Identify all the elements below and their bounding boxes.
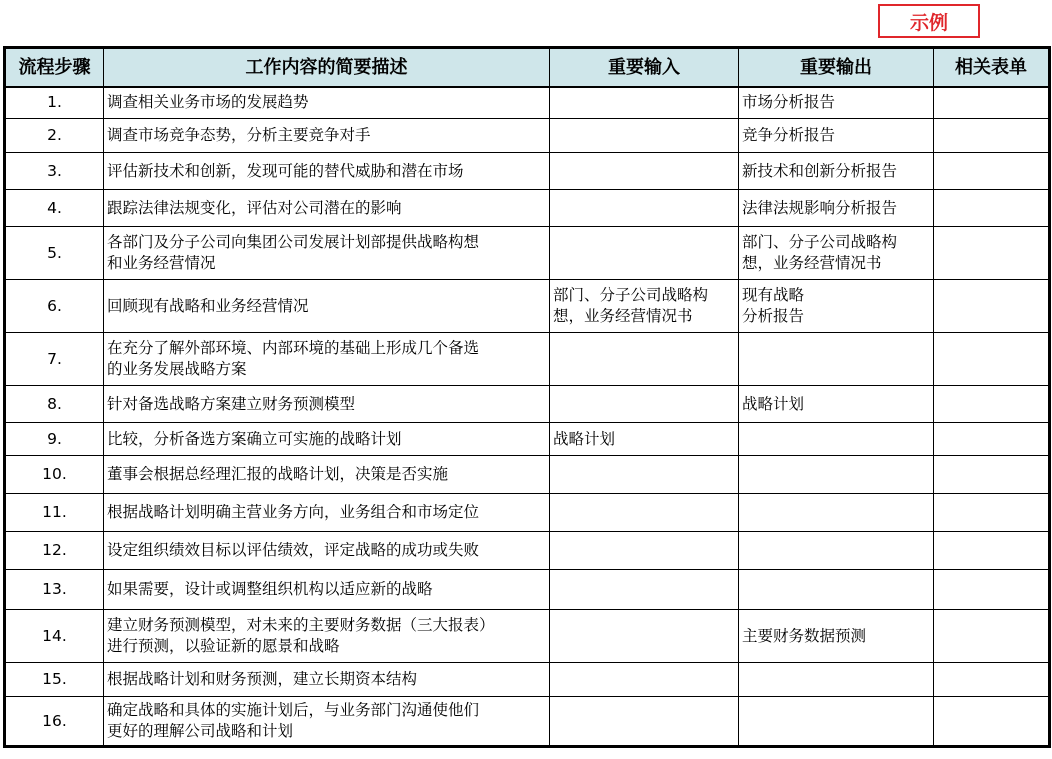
cell-description: 回顾现有战略和业务经营情况 (104, 280, 550, 333)
cell-description: 在充分了解外部环境、内部环境的基础上形成几个备选 的业务发展战略方案 (104, 333, 550, 386)
cell-input (550, 663, 739, 697)
table-row (5, 697, 1050, 747)
table-row (5, 456, 1050, 494)
cell-output (739, 532, 934, 570)
header-input: 重要输入 (550, 48, 739, 87)
cell-description: 如果需要，设计或调整组织机构以适应新的战略 (104, 570, 550, 610)
cell-description: 确定战略和具体的实施计划后，与业务部门沟通使他们 更好的理解公司战略和计划 (104, 697, 550, 747)
cell-description: 评估新技术和创新，发现可能的替代威胁和潜在市场 (104, 153, 550, 190)
cell-output (739, 423, 934, 456)
cell-forms (934, 87, 1050, 119)
cell-output (739, 570, 934, 610)
cell-step: 3. (5, 153, 104, 190)
cell-input: 战略计划 (550, 423, 739, 456)
cell-step: 5. (5, 227, 104, 280)
cell-description: 根据战略计划明确主营业务方向，业务组合和市场定位 (104, 494, 550, 532)
cell-forms (934, 532, 1050, 570)
cell-forms (934, 494, 1050, 532)
cell-description: 设定组织绩效目标以评估绩效，评定战略的成功或失败 (104, 532, 550, 570)
cell-forms (934, 190, 1050, 227)
cell-input (550, 87, 739, 119)
cell-description: 比较，分析备选方案确立可实施的战略计划 (104, 423, 550, 456)
cell-step: 14. (5, 610, 104, 663)
cell-description: 董事会根据总经理汇报的战略计划，决策是否实施 (104, 456, 550, 494)
cell-input (550, 190, 739, 227)
cell-step: 10. (5, 456, 104, 494)
cell-output (739, 456, 934, 494)
cell-forms (934, 456, 1050, 494)
cell-step: 16. (5, 697, 104, 747)
cell-input (550, 494, 739, 532)
cell-output: 市场分析报告 (739, 87, 934, 119)
table-row (5, 190, 1050, 227)
cell-forms (934, 423, 1050, 456)
table-row (5, 423, 1050, 456)
cell-forms (934, 119, 1050, 153)
table-row (5, 570, 1050, 610)
cell-output (739, 333, 934, 386)
cell-step: 8. (5, 386, 104, 423)
table-row (5, 663, 1050, 697)
cell-input (550, 570, 739, 610)
cell-forms (934, 333, 1050, 386)
cell-step: 11. (5, 494, 104, 532)
cell-step: 4. (5, 190, 104, 227)
cell-forms (934, 663, 1050, 697)
cell-description: 根据战略计划和财务预测，建立长期资本结构 (104, 663, 550, 697)
cell-forms (934, 153, 1050, 190)
table-row (5, 494, 1050, 532)
cell-output: 战略计划 (739, 386, 934, 423)
header-forms: 相关表单 (934, 48, 1050, 87)
cell-input (550, 697, 739, 747)
cell-output (739, 663, 934, 697)
table-row (5, 227, 1050, 280)
table-row (5, 532, 1050, 570)
cell-step: 13. (5, 570, 104, 610)
cell-output: 现有战略 分析报告 (739, 280, 934, 333)
cell-input (550, 153, 739, 190)
cell-output: 竞争分析报告 (739, 119, 934, 153)
header-description: 工作内容的简要描述 (104, 48, 550, 87)
cell-step: 1. (5, 87, 104, 119)
cell-forms (934, 227, 1050, 280)
cell-input (550, 610, 739, 663)
table-row (5, 280, 1050, 333)
cell-output: 主要财务数据预测 (739, 610, 934, 663)
cell-forms (934, 386, 1050, 423)
table-row (5, 610, 1050, 663)
table-row (5, 333, 1050, 386)
cell-description: 各部门及分子公司向集团公司发展计划部提供战略构想 和业务经营情况 (104, 227, 550, 280)
cell-step: 2. (5, 119, 104, 153)
cell-input (550, 119, 739, 153)
process-table (3, 46, 1051, 748)
cell-input: 部门、分子公司战略构 想，业务经营情况书 (550, 280, 739, 333)
cell-description: 调查相关业务市场的发展趋势 (104, 87, 550, 119)
table-row (5, 119, 1050, 153)
cell-step: 7. (5, 333, 104, 386)
cell-output (739, 697, 934, 747)
header-row (5, 48, 1050, 87)
table-row (5, 386, 1050, 423)
cell-output: 法律法规影响分析报告 (739, 190, 934, 227)
cell-step: 9. (5, 423, 104, 456)
cell-output (739, 494, 934, 532)
cell-input (550, 456, 739, 494)
cell-input (550, 386, 739, 423)
cell-forms (934, 280, 1050, 333)
cell-step: 15. (5, 663, 104, 697)
cell-output: 新技术和创新分析报告 (739, 153, 934, 190)
cell-step: 12. (5, 532, 104, 570)
header-output: 重要输出 (739, 48, 934, 87)
cell-description: 调查市场竞争态势，分析主要竞争对手 (104, 119, 550, 153)
cell-step: 6. (5, 280, 104, 333)
cell-description: 跟踪法律法规变化，评估对公司潜在的影响 (104, 190, 550, 227)
header-step: 流程步骤 (5, 48, 104, 87)
cell-input (550, 227, 739, 280)
cell-input (550, 333, 739, 386)
cell-forms (934, 570, 1050, 610)
cell-output: 部门、分子公司战略构 想，业务经营情况书 (739, 227, 934, 280)
example-badge: 示例 (878, 4, 980, 38)
table-row (5, 87, 1050, 119)
table-row (5, 153, 1050, 190)
cell-forms (934, 610, 1050, 663)
cell-forms (934, 697, 1050, 747)
cell-description: 建立财务预测模型，对未来的主要财务数据（三大报表） 进行预测，以验证新的愿景和战略 (104, 610, 550, 663)
cell-description: 针对备选战略方案建立财务预测模型 (104, 386, 550, 423)
cell-input (550, 532, 739, 570)
